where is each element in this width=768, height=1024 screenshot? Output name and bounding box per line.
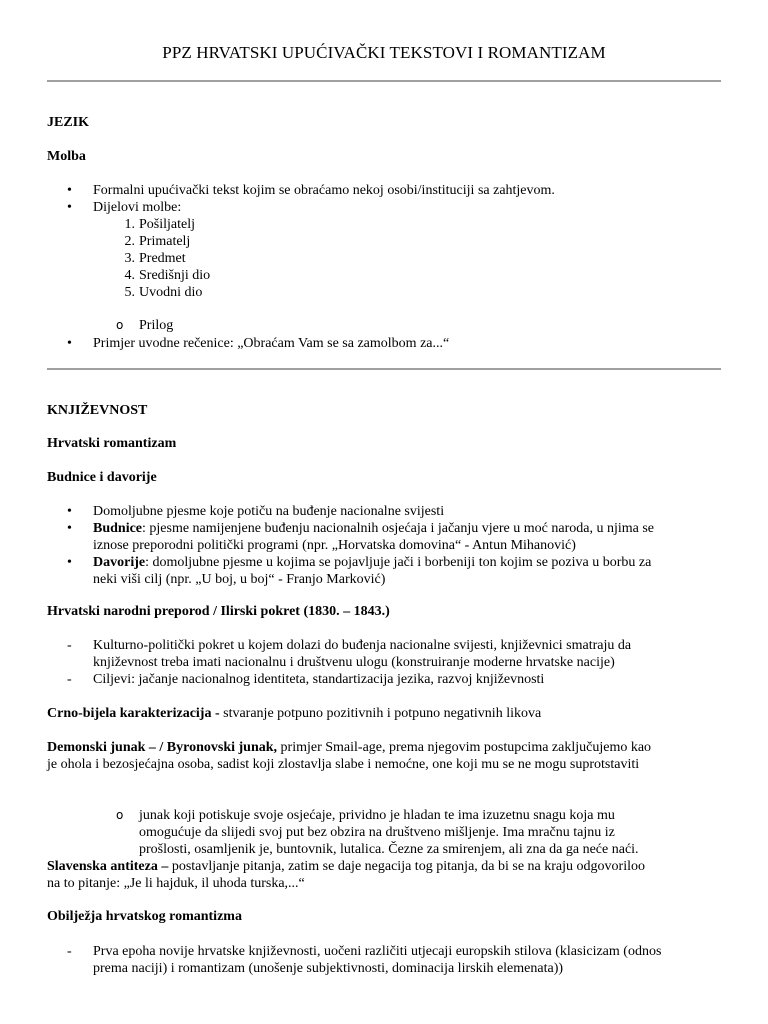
obiljezja-list [47, 943, 727, 977]
item-number: 2. [124, 234, 135, 249]
list-item-text: Dijelovi molbe: [93, 200, 182, 215]
term-label: Slavenska antiteza – [47, 859, 169, 874]
dash-icon: - [67, 638, 72, 653]
page-title: PPZ HRVATSKI UPUĆIVAČKI TEKSTOVI I ROMANTIZAM [162, 43, 606, 62]
list-item-text: : pjesme namijenjene buđenju nacionalnih osjećaja i jačanju vjere u moć naroda, u njima se [142, 521, 654, 536]
subheading-molba: Molba [47, 149, 86, 164]
term-label: Davorije [93, 555, 146, 570]
parts-item [93, 233, 727, 250]
list-item-text: neki viši cilj (npr. „U boj, u boj“ - Franjo Marković) [93, 572, 386, 587]
list-item-text: Primjer uvodne rečenice: „Obraćam Vam se sa zamolbom za...“ [93, 336, 450, 351]
item-text: Uvodni dio [139, 285, 203, 300]
parts-item [93, 216, 727, 233]
list-item [47, 554, 727, 588]
item-text: Pošiljatelj [139, 217, 195, 232]
list-item [47, 199, 727, 216]
list-item-text: književnost treba imati nacionalnu i društvenu ulogu (konstruiranje moderne hrvatske nacije) [93, 655, 615, 670]
item-number: 3. [124, 251, 135, 266]
item-number: 1. [124, 217, 135, 232]
bullet-icon: • [67, 200, 72, 215]
budnice-list [47, 503, 727, 588]
list-item [47, 671, 727, 688]
subheading-obiljezja: Obilježja hrvatskog romantizma [47, 909, 242, 924]
sub-list-item-text: junak koji potiskuje svoje osjećaje, prividno je hladan te ima izuzetnu snagu koja mu [139, 808, 615, 823]
list-item [47, 637, 727, 671]
item-text: Središnji dio [139, 268, 211, 283]
section-heading-knjizevnost: KNJIŽEVNOST [47, 403, 148, 418]
subheading-preporod: Hrvatski narodni preporod / Ilirski pokret (1830. – 1843.) [47, 604, 390, 619]
molba-list [47, 182, 727, 301]
bullet-icon: • [67, 183, 72, 198]
item-number: 5. [124, 285, 135, 300]
list-item-text: Kulturno-politički pokret u kojem dolazi do buđenja nacionalne svijesti, književnici smatraju da [93, 638, 632, 653]
bullet-icon: • [67, 336, 72, 351]
paragraph-text: stvaranje potpuno pozitivnih i potpuno negativnih likova [219, 706, 542, 721]
list-item [47, 503, 727, 520]
parts-list [47, 216, 727, 301]
bullet-icon: • [67, 504, 72, 519]
list-item-text: iznose preporodni politički programi (npr. „Horvatska domovina“ - Antun Mihanović) [93, 538, 576, 553]
item-number: 4. [124, 268, 135, 283]
circle-bullet-icon: o [116, 808, 124, 822]
bullet-icon: • [67, 521, 72, 536]
paragraph-text: postavljanje pitanja, zatim se daje negacija tog pitanja, da bi se na kraju odgovoriloo [168, 859, 645, 874]
list-item [47, 182, 727, 199]
parts-item [93, 250, 727, 267]
sub-list-item-text: prošlosti, osamljenik je, buntovnik, lutalica. Čezne za smirenjem, ali zna da ga neće naći. [139, 842, 639, 857]
sub-list-item [116, 317, 768, 334]
paragraph-demonski-junak [47, 739, 727, 773]
parts-item [93, 267, 727, 284]
list-item-text: Ciljevi: jačanje nacionalnog identiteta, standartizacija jezika, razvoj književnosti [93, 672, 545, 687]
circle-bullet-icon: o [116, 318, 124, 332]
divider [47, 368, 721, 370]
paragraph-text: je ohola i bezosjećajna osoba, sadist koji zlostavlja slabe i nemoćne, one koji mu se ne mogu suprotstaviti [47, 757, 640, 772]
bullet-icon: • [67, 555, 72, 570]
item-text: Predmet [139, 251, 186, 266]
list-item [47, 335, 727, 352]
sub-list-item [116, 807, 699, 858]
subheading-romantizam: Hrvatski romantizam [47, 436, 177, 451]
paragraph-text: primjer Smail-age, prema njegovim postupcima zaključujemo kao [277, 740, 652, 755]
section-heading-jezik: JEZIK [47, 115, 90, 130]
preporod-list [47, 637, 727, 688]
dash-icon: - [67, 944, 72, 959]
parts-item [93, 284, 727, 301]
sub-list-item-text: omogućuje da slijedi svoj put bez obzira na društveno mišljenje. Ima mračnu tajnu iz [139, 825, 615, 840]
list-item [47, 943, 727, 977]
sub-list-item-text: Prilog [139, 318, 174, 333]
list-item-text: : domoljubne pjesme u kojima se pojavljuje jači i borbeniji ton kojim se poziva u borbu za [145, 555, 652, 570]
divider [47, 80, 721, 82]
list-item-text: Domoljubne pjesme koje potiču na buđenje nacionalne svijesti [93, 504, 445, 519]
list-item-text: Formalni upućivački tekst kojim se obraćamo nekoj osobi/instituciji sa zahtjevom. [93, 183, 555, 198]
list-item-text: prema naciji) i romantizam (unošenje subjektivnosti, dominacija lirskih elemenata)) [93, 961, 564, 976]
term-label: Crno-bijela karakterizacija - [47, 706, 220, 721]
paragraph-crno-bijela [47, 705, 727, 722]
term-label: Budnice [93, 521, 143, 536]
list-item-text: Prva epoha novije hrvatske književnosti, uočeni različiti utjecaji europskih stilova (klasicizam (odnos [93, 944, 662, 959]
paragraph-text: na to pitanje: „Je li hajduk, il uhoda turska,...“ [47, 876, 305, 891]
term-label: Demonski junak – / Byronovski junak, [47, 740, 278, 755]
list-item [47, 520, 727, 554]
paragraph-slavenska-antiteza [47, 858, 727, 892]
subheading-budnice: Budnice i davorije [47, 470, 157, 485]
item-text: Primatelj [139, 234, 191, 249]
dash-icon: - [67, 672, 72, 687]
